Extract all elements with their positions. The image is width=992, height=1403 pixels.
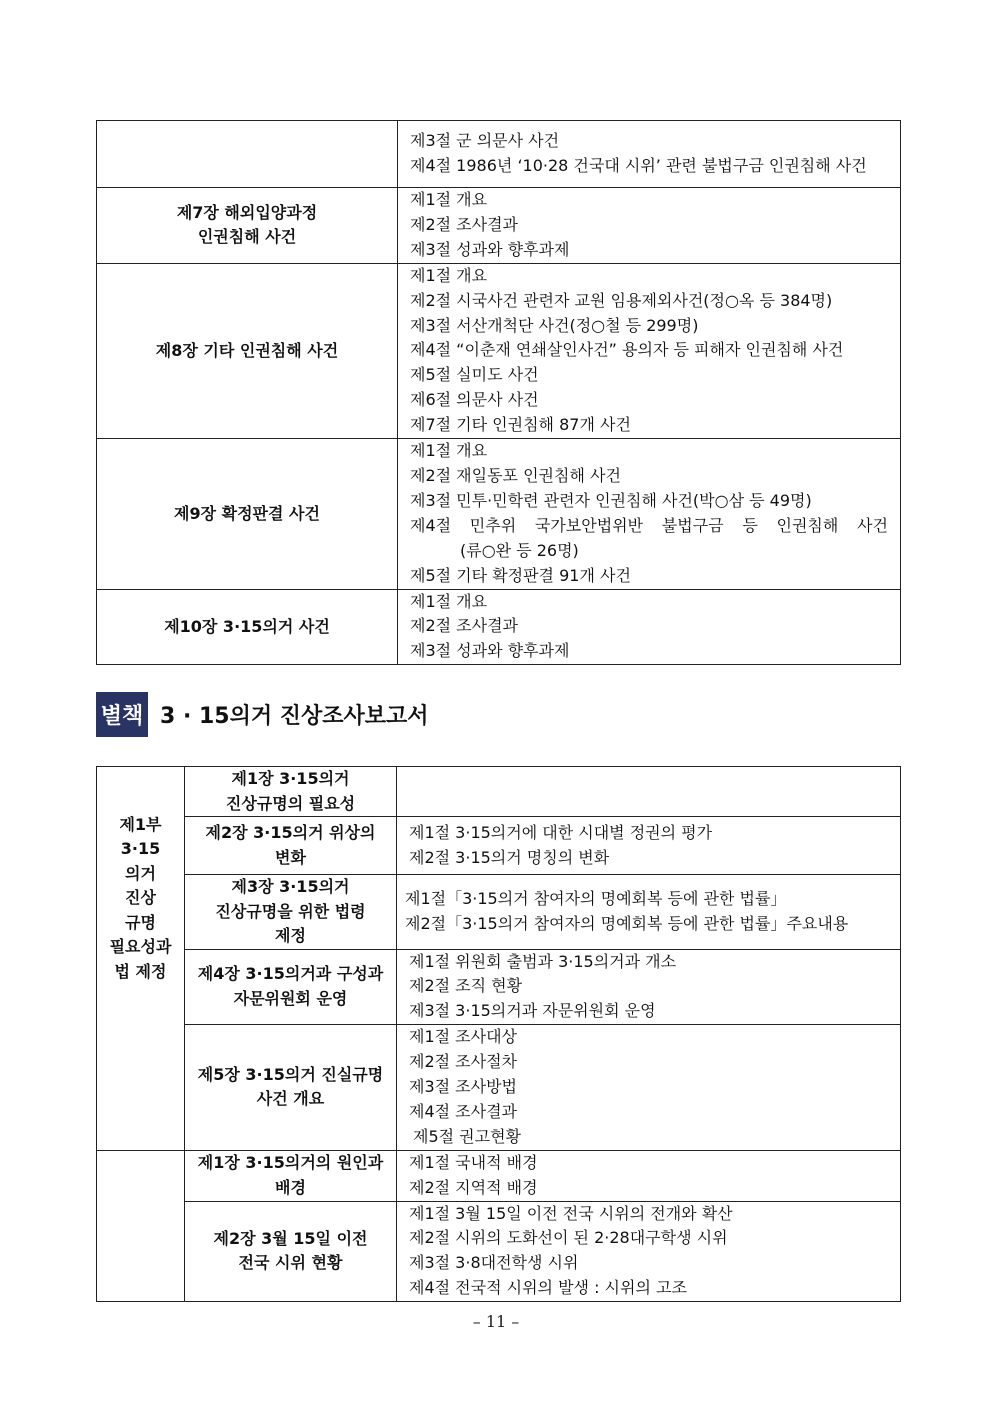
table-row [97,767,901,817]
table-row [97,121,901,188]
section-list [397,949,901,1025]
section-list [397,817,901,875]
chapter-cell: 제1장 3·15의거의 원인과 배경 [185,1150,397,1201]
section-item: 제4절 조사결과 [409,1101,518,1121]
section-item: 제2절「3·15의거 참여자의 명예회복 등에 관한 법률」주요내용 [405,913,849,933]
section-item: 제2절 조사절차 [409,1052,518,1072]
section-list [398,439,901,589]
section-list [397,875,901,950]
section-item: 제7절 기타 인권침해 87개 사건 [410,415,631,435]
section-item: (류○완 등 26명) [460,540,579,560]
section-list [397,1025,901,1151]
section-item: 제4절 1986년 ‘10·28 건국대 시위’ 관련 불법구금 인권침해 사건 [410,156,867,175]
annex-badge: 별책 [96,692,148,737]
section-item: 제1절「3·15의거 참여자의 명예회복 등에 관한 법률」 [405,888,787,908]
section-item: 제2절 조직 현황 [409,976,523,996]
part-label-1: 제1부 3·15 의거 진상 규명 필요성과 법 제정 [97,767,185,1151]
section-item: 제3절 민투·민학련 관련자 인권침해 사건(박○삼 등 49명) [410,490,812,510]
section-item: 제2절 시위의 도화선이 된 2·28대구학생 시위 [409,1228,728,1248]
part-label-2 [97,1150,185,1301]
contents-table-1 [96,120,901,665]
table-row [97,439,901,589]
section-item: 제3절 군 의문사 사건 [410,131,560,151]
section-item: 제4절 “이춘재 연쇄살인사건” 용의자 등 피해자 인권침해 사건 [410,340,844,360]
section-item: 제1절 위원회 출범과 3·15의거과 개소 [409,951,677,971]
chapter-cell [97,121,398,188]
chapter-cell: 제8장 기타 인권침해 사건 [97,263,398,438]
chapter-cell: 제1장 3·15의거 진상규명의 필요성 [185,767,397,817]
table-row [97,949,901,1025]
section-item: 제3절 성과와 향후과제 [410,239,570,259]
chapter-cell: 제3장 3·15의거 진상규명을 위한 법령 제정 [185,875,397,950]
section-item: 제6절 의문사 사건 [410,390,539,410]
contents-table-2 [96,766,901,1302]
section-item: 제3절 3·15의거과 자문위원회 운영 [409,1001,656,1021]
chapter-cell: 제10장 3·15의거 사건 [97,589,398,665]
section-item: 제5절 실미도 사건 [410,365,539,385]
section-item: 제5절 기타 확정판결 91개 사건 [410,565,631,585]
table-row [97,263,901,438]
table-row [97,188,901,264]
table-row [97,875,901,950]
section-item: 제2절 조사결과 [410,214,519,234]
section-list [398,188,901,264]
chapter-cell: 제4장 3·15의거과 구성과 자문위원회 운영 [185,949,397,1025]
section-list [397,1201,901,1302]
section-item: 제3절 조사방법 [409,1077,518,1097]
chapter-cell: 제2장 3·15의거 위상의 변화 [185,817,397,875]
section-list [398,263,901,438]
table-row [97,817,901,875]
chapter-cell: 제7장 해외입양과정 인권침해 사건 [97,188,398,264]
section-item: 제1절 조사대상 [409,1027,518,1047]
table-row [97,1201,901,1302]
section-item: 제1절 개요 [410,441,488,461]
section-item: 제1절 국내적 배경 [409,1152,538,1172]
section-item: 제4절 민추위 국가보안법위반 불법구금 등 인권침해 사건 [410,515,888,535]
section-item: 제2절 지역적 배경 [409,1177,538,1197]
section-item: 제2절 3·15의거 명칭의 변화 [409,847,610,867]
section-list [397,1150,901,1201]
section-item: 제4절 전국적 시위의 발생 : 시위의 고조 [409,1278,687,1298]
section-item: 제1절 개요 [410,190,488,209]
table-row [97,1150,901,1201]
chapter-cell: 제2장 3월 15일 이전 전국 시위 현황 [185,1201,397,1302]
section-item: 제5절 권고현황 [413,1126,522,1146]
annex-title: 3 · 15의거 진상조사보고서 [160,704,429,729]
section-list [398,121,901,188]
section-item: 제1절 개요 [410,265,488,285]
section-item: 제3절 3·8대전학생 시위 [409,1253,579,1273]
section-item: 제3절 성과와 향후과제 [410,641,570,661]
table-row [97,589,901,665]
annex-heading [96,692,429,737]
section-item: 제2절 조사결과 [410,616,519,636]
section-item: 제1절 개요 [410,591,488,611]
section-item: 제1절 3·15의거에 대한 시대별 정권의 평가 [409,822,713,842]
section-item: 제3절 서산개척단 사건(정○철 등 299명) [410,315,699,335]
section-item: 제2절 시국사건 관련자 교원 임용제외사건(정○옥 등 384명) [410,290,833,310]
section-list [397,767,901,817]
section-item: 제2절 재일동포 인권침해 사건 [410,465,621,485]
section-list [398,589,901,665]
chapter-cell: 제5장 3·15의거 진실규명 사건 개요 [185,1025,397,1151]
chapter-cell: 제9장 확정판결 사건 [97,439,398,589]
table-row [97,1025,901,1151]
page-number: – 11 – [472,1312,520,1331]
section-item: 제1절 3월 15일 이전 전국 시위의 전개와 확산 [409,1203,733,1223]
